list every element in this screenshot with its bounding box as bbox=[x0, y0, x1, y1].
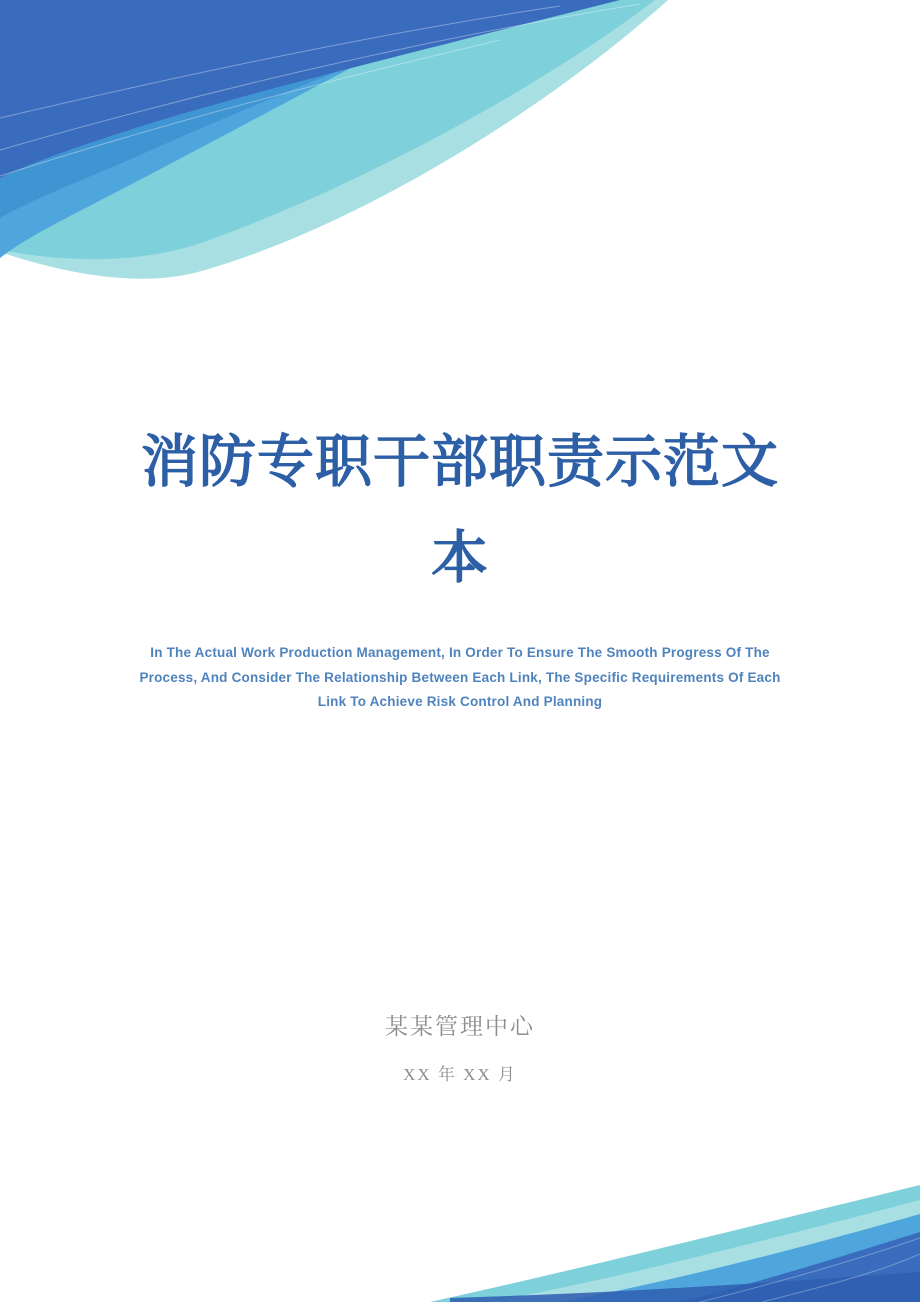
organization-name: 某某管理中心 bbox=[385, 1014, 535, 1039]
document-subtitle bbox=[130, 641, 790, 715]
title-line-1: 消防专职干部职责示范文 bbox=[141, 430, 779, 494]
document-date: XX 年 XX 月 bbox=[403, 1065, 517, 1084]
subtitle-line-1: In The Actual Work Production Management, In Order To Ensure The Smooth Progress Of The bbox=[150, 645, 770, 660]
bottom-wave-decoration bbox=[0, 1132, 920, 1302]
top-wave-decoration bbox=[0, 0, 920, 340]
title-line-2: 本 bbox=[431, 526, 489, 590]
subtitle-line-3: Link To Achieve Risk Control And Planning bbox=[317, 694, 603, 709]
subtitle-line-2: Process, And Consider The Relationship Between Each Link, The Specific Requirements Of Each bbox=[139, 669, 781, 685]
document-title bbox=[0, 414, 920, 606]
